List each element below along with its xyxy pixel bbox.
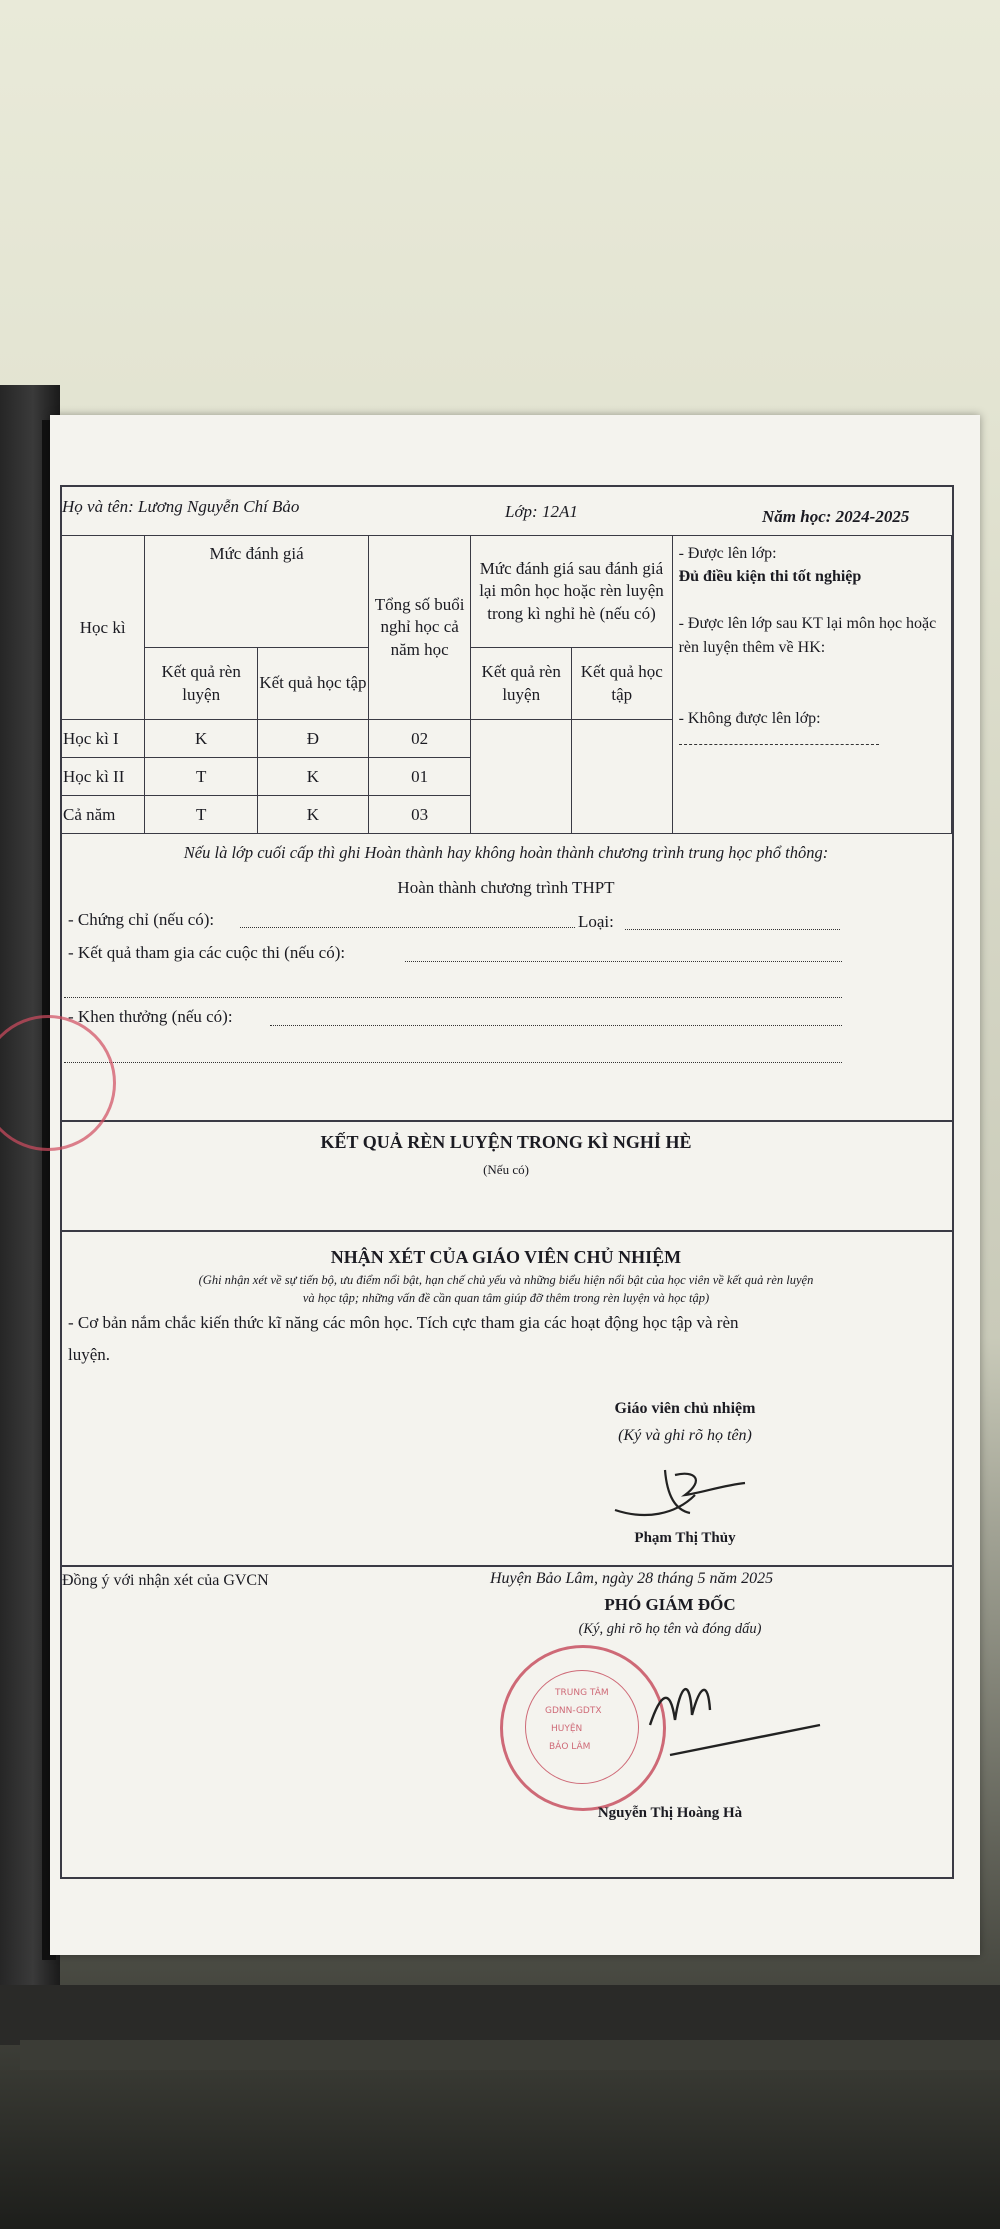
sub-study-reeval: Kết quả học tập	[572, 648, 673, 720]
row-term: Học kì II	[61, 758, 145, 796]
teacher-hint: (Ký và ghi rõ họ tên)	[618, 1427, 752, 1444]
contest-line	[405, 961, 842, 962]
promote-after: - Được lên lớp sau KT lại môn học hoặc rèn luyện thêm về HK:	[678, 615, 937, 656]
row-study: Đ	[258, 720, 369, 758]
student-name: Họ và tên: Lương Nguyễn Chí Bảo	[62, 497, 300, 516]
certificate-type-label: Loại:	[578, 912, 614, 931]
book-cover	[20, 2040, 1000, 2070]
comment-body-2: luyện.	[68, 1345, 111, 1364]
award-label: - Khen thưởng (nếu có):	[68, 1007, 233, 1026]
col-reeval-header: Mức đánh giá sau đánh giá lại môn học hoặc rèn luyện trong kì nghỉ hè (nếu có)	[471, 536, 672, 648]
teacher-role: Giáo viên chủ nhiệm	[614, 1400, 756, 1417]
row-absent: 02	[368, 720, 471, 758]
background-surface	[0, 1985, 1000, 2045]
class-label: Lớp: 12A1	[505, 502, 578, 521]
official-seal: TRUNG TÂM GDNN-GDTX HUYỆN BẢO LÂM	[500, 1645, 666, 1811]
col-term-header: Học kì	[61, 536, 145, 720]
col-total-header: Tổng số buổi nghỉ học cả năm học	[368, 536, 471, 720]
agree-label: Đồng ý với nhận xét của GVCN	[62, 1572, 269, 1589]
reeval-study-empty	[572, 720, 673, 834]
contest-label: - Kết quả tham gia các cuộc thi (nếu có):	[68, 943, 346, 962]
sub-conduct-reeval: Kết quả rèn luyện	[471, 648, 572, 720]
row-study: K	[258, 796, 369, 834]
award-line-2	[64, 1062, 842, 1063]
approver-hint: (Ký, ghi rõ họ tên và đóng dấu)	[578, 1621, 762, 1637]
certificate-line	[240, 927, 575, 928]
comment-title: NHẬN XÉT CỦA GIÁO VIÊN CHỦ NHIỆM	[330, 1247, 682, 1267]
contest-line-2	[64, 997, 842, 998]
approver-role: PHÓ GIÁM ĐỐC	[604, 1595, 736, 1614]
award-line	[270, 1025, 842, 1026]
not-promote-line	[679, 744, 879, 745]
grades-table	[60, 535, 952, 834]
completion-prompt: Nếu là lớp cuối cấp thì ghi Hoàn thành hay không hoàn thành chương trình trung học phổ thông:	[183, 843, 829, 862]
teacher-name: Phạm Thị Thủy	[634, 1530, 736, 1546]
row-conduct: T	[145, 758, 258, 796]
promotion-cell	[672, 536, 951, 834]
approver-name: Nguyễn Thị Hoàng Hà	[597, 1805, 743, 1821]
row-term: Cả năm	[61, 796, 145, 834]
certificate-label: - Chứng chỉ (nếu có):	[68, 910, 215, 929]
certificate-type-line	[625, 929, 840, 930]
reeval-conduct-empty	[471, 720, 572, 834]
document-page	[50, 415, 980, 1955]
row-conduct: T	[145, 796, 258, 834]
divider	[60, 1120, 952, 1122]
sub-conduct-header: Kết quả rèn luyện	[145, 648, 258, 720]
divider	[60, 1230, 952, 1232]
place-date: Huyện Bảo Lâm, ngày 28 tháng 5 năm 2025	[490, 1570, 774, 1587]
sub-study-header: Kết quả học tập	[258, 648, 369, 720]
row-conduct: K	[145, 720, 258, 758]
promote-label: - Được lên lớp:	[678, 545, 777, 562]
summer-title: KẾT QUẢ RÈN LUYỆN TRONG KÌ NGHỈ HÈ	[320, 1132, 692, 1152]
row-study: K	[258, 758, 369, 796]
approver-signature	[630, 1665, 830, 1775]
comment-body-1: - Cơ bản nắm chắc kiến thức kĩ năng các môn học. Tích cực tham gia các hoạt động học tập và rèn	[68, 1313, 739, 1332]
not-promote: - Không được lên lớp:	[678, 709, 821, 727]
school-year: Năm học: 2024-2025	[762, 507, 910, 526]
completion-value: Hoàn thành chương trình THPT	[397, 878, 615, 897]
row-term: Học kì I	[61, 720, 145, 758]
summer-note: (Nếu có)	[483, 1162, 529, 1177]
teacher-signature	[605, 1455, 755, 1535]
row-absent: 03	[368, 796, 471, 834]
divider	[60, 1565, 952, 1567]
promote-value: Đủ điều kiện thi tốt nghiệp	[678, 568, 862, 586]
row-absent: 01	[368, 758, 471, 796]
col-eval-header: Mức đánh giá	[145, 536, 369, 648]
comment-note-2: và học tập; những vấn đề cần quan tâm giúp đỡ thêm trong rèn luyện và học tập)	[302, 1291, 710, 1305]
comment-note-1: (Ghi nhận xét về sự tiến bộ, ưu điểm nổi bật, hạn chế chủ yếu và những biểu hiện nổi bật của học viên về kết quả rèn luyện	[198, 1273, 814, 1287]
